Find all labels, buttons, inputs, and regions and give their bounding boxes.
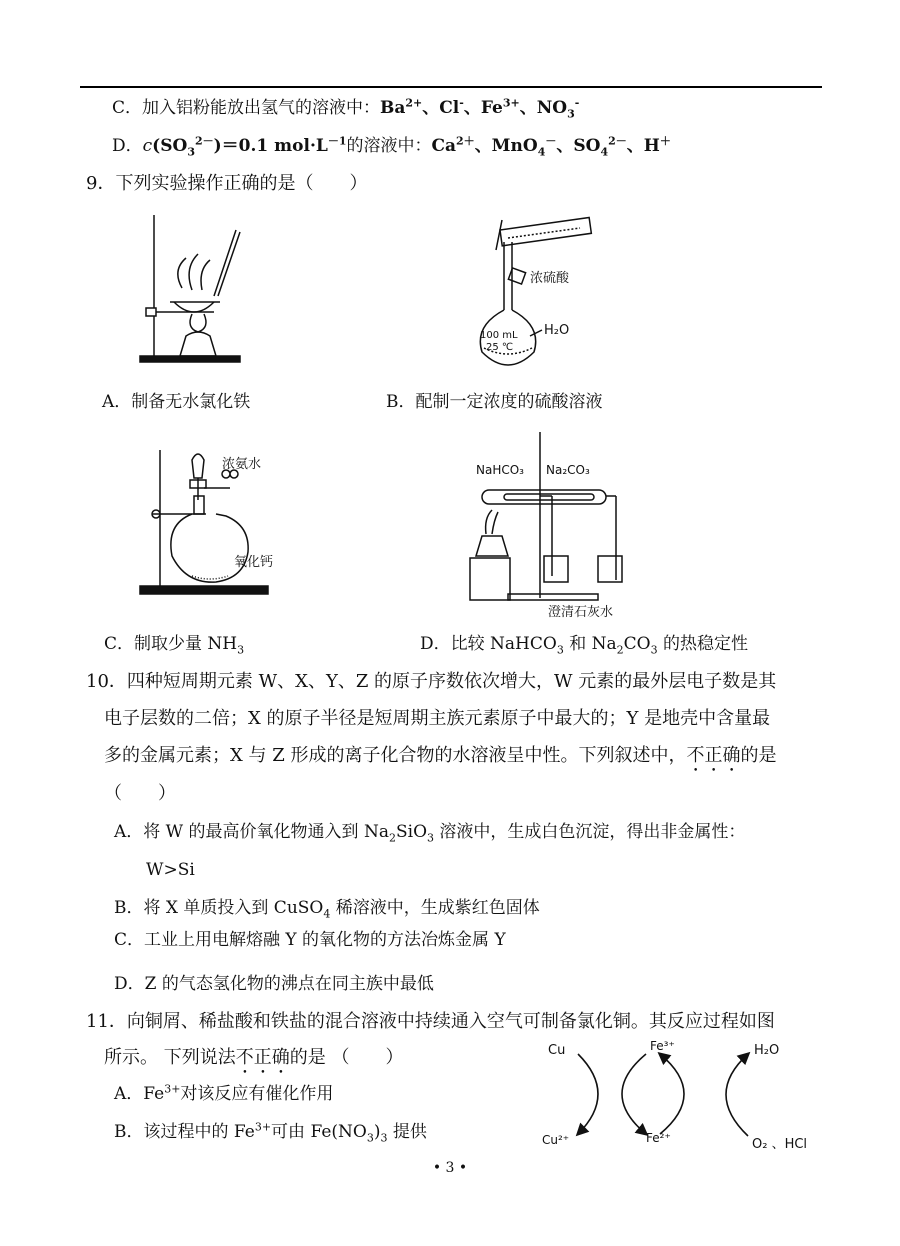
fig-b-water-label: H₂O — [544, 323, 570, 338]
page-number: • 3 • — [432, 1160, 468, 1176]
fig-b-volumetric-flask — [460, 210, 610, 380]
fig-d-thermal-stability — [468, 430, 644, 620]
fig-c-cao-label: 氧化钙 — [234, 555, 274, 570]
q11-stem-line1: 11．向铜屑、稀盐酸和铁盐的混合溶液中持续通入空气可制备氯化铜。其反应过程如图 — [86, 1011, 775, 1032]
top-rule — [80, 86, 822, 88]
q9-option-c: C．制取少量 $NH_3$ — [104, 634, 245, 657]
q10-option-c: C．工业上用电解熔融 Y 的氧化物的方法冶炼金属 Y — [114, 930, 506, 950]
q10-paren: （ ） — [104, 783, 176, 804]
cycle-fe2-label: Fe²⁺ — [646, 1131, 671, 1145]
fig-b-flask-label: 100 mL — [480, 330, 518, 341]
cycle-h2o-label: H₂O — [754, 1043, 780, 1058]
q9-option-a: A．制备无水氯化铁 — [102, 392, 251, 412]
q9-option-b: B．配制一定浓度的硫酸溶液 — [386, 392, 603, 412]
q10-stem-line3: 多的金属元素；X 与 Z 形成的离子化合物的水溶液呈中性。下列叙述中，不正确的是 — [104, 745, 777, 766]
q8-option-c: C．加入铝粉能放出氢气的溶液中：$Ba^{2+}$、Cl-、$Fe^{3+}$、$NO_3^-$ — [112, 96, 580, 121]
q10-stem-line2: 电子层数的二倍；X 的原子半径是短周期主族元素原子中最大的；Y 是地壳中含量最 — [104, 708, 771, 729]
cycle-fe3-label: Fe³⁺ — [650, 1039, 675, 1053]
cycle-o2hcl-label: O₂ 、HCl — [752, 1137, 808, 1152]
q9-stem: 9．下列实验操作正确的是（ ） — [86, 173, 368, 194]
q10-option-d: D．Z 的气态氢化物的沸点在同主族中最低 — [114, 974, 434, 994]
fig-d-na2co3-label: Na₂CO₃ — [546, 463, 590, 477]
fig-b-acid-label: 浓硫酸 — [530, 271, 570, 286]
q10-option-a-line2: W>Si — [146, 860, 195, 880]
q11-stem-line2: 所示。 下列说法不正确的是 （ ） — [104, 1047, 404, 1068]
q11-reaction-cycle-diagram — [538, 1036, 828, 1156]
fig-d-nahco3-label: NaHCO₃ — [476, 463, 524, 477]
q8-option-d: D．$c(SO_3^{2-})=0.1$ $mol\cdot L^{-1}$的溶液中：$Ca^{2+}$、MnO$_4$－、$SO_4^{2-}$、H＋ — [112, 134, 671, 159]
cycle-cu2-label: Cu²⁺ — [542, 1133, 570, 1147]
fig-c-ammonia-label: 浓氨水 — [222, 457, 262, 472]
q11-option-b: B．该过程中的 $Fe^{3+}$可由 $Fe(NO_3)_3$ 提供 — [114, 1120, 427, 1145]
fig-c-ammonia-generator — [136, 444, 296, 600]
q10-stem-line1: 10．四种短周期元素 W、X、Y、Z 的原子序数依次增大，W 元素的最外层电子数是其 — [86, 671, 777, 692]
q10-option-a-line1: A．将 W 的最高价氧化物通入到 $Na_2SiO_3$ 溶液中，生成白色沉淀，得出非金属性： — [114, 822, 746, 845]
q9-option-d: D．比较 NaHCO$_3$ 和 $Na_2CO_3$ 的热稳定性 — [420, 634, 749, 657]
fig-a-heating-apparatus — [132, 210, 252, 370]
fig-d-limewater-label: 澄清石灰水 — [548, 605, 614, 620]
cycle-cu-label: Cu — [548, 1043, 566, 1058]
fig-b-temp-label: 25 ℃ — [486, 342, 514, 353]
q11-option-a: A．$Fe^{3+}$对该反应有催化作用 — [114, 1082, 334, 1104]
q10-option-b: B．将 X 单质投入到 CuSO$_4$ 稀溶液中，生成紫红色固体 — [114, 898, 540, 921]
